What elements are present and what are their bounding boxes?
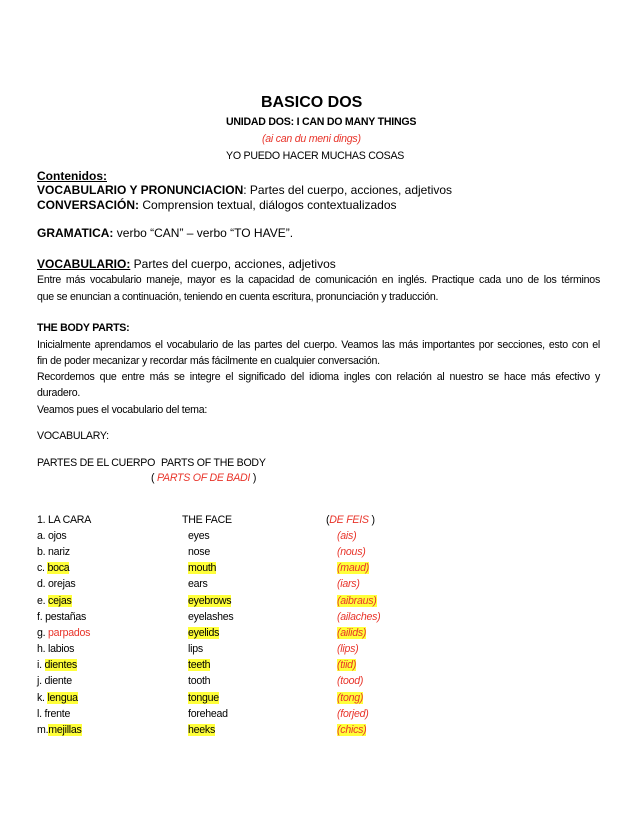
item-prefix: a.	[37, 530, 49, 542]
pronunciation	[337, 724, 366, 736]
pronunciation	[337, 675, 363, 687]
table-row	[37, 643, 617, 657]
english-term	[188, 530, 209, 542]
english-word: teeth	[188, 659, 211, 672]
english-term	[188, 611, 233, 623]
english-term	[188, 627, 219, 639]
table-row	[37, 595, 617, 609]
item-prefix: g.	[37, 626, 49, 639]
english-term	[188, 724, 215, 736]
item-prefix: m.	[37, 723, 49, 736]
face-header-pron-open: (	[326, 514, 330, 526]
english-word: eyes	[188, 530, 210, 542]
spanish-word: frente	[44, 707, 71, 720]
pronunciation	[337, 627, 366, 639]
pronunciation-text: (tiid)	[337, 659, 357, 672]
unit-line: UNIDAD DOS: I CAN DO MANY THINGS	[226, 116, 417, 128]
body-parts-line-5: Veamos pues el vocabulario del tema:	[37, 404, 208, 416]
vocabulario-heading	[37, 257, 336, 271]
vocabulario-para-line-1: Entre más vocabulario maneje, mayor es la capacidad de comunicación en inglés. Practique cada uno de los términos	[37, 274, 600, 286]
contents-vocab	[37, 183, 452, 197]
pronunciation	[337, 643, 358, 655]
english-word: lips	[188, 643, 203, 656]
spanish-word: labios	[48, 643, 75, 656]
contents-grammar	[37, 226, 293, 240]
pronunciation-text: (forjed)	[337, 707, 369, 720]
spanish-term	[37, 659, 77, 671]
english-word: forehead	[188, 707, 228, 720]
contents-grammar-label: GRAMATICA:	[37, 226, 114, 240]
body-parts-heading: THE BODY PARTS:	[37, 322, 130, 334]
spanish-term	[37, 675, 72, 687]
spanish-word: ojos	[48, 530, 67, 542]
spanish-word: orejas	[48, 578, 76, 591]
table-row	[37, 659, 617, 673]
item-prefix: k.	[37, 691, 48, 704]
face-table-header	[37, 514, 617, 528]
english-term	[188, 643, 203, 655]
english-term	[188, 675, 210, 687]
pronunciation	[337, 595, 377, 607]
unit-translation: YO PUEDO HACER MUCHAS COSAS	[226, 150, 405, 162]
pronunciation	[337, 692, 363, 704]
table-row	[37, 530, 617, 544]
pronunciation	[337, 546, 366, 558]
pronunciation	[337, 562, 369, 574]
face-header-pron-close: )	[368, 514, 375, 526]
spanish-term	[37, 692, 78, 704]
table-row	[37, 675, 617, 689]
english-word: heeks	[188, 723, 216, 736]
item-prefix: h.	[37, 643, 49, 656]
vocabulario-text: Partes del cuerpo, acciones, adjetivos	[130, 257, 336, 271]
spanish-term	[37, 546, 70, 558]
pronunciation	[337, 659, 356, 671]
pronunciation-text: (nous)	[337, 546, 366, 559]
english-word: tooth	[188, 675, 211, 688]
item-prefix: c.	[37, 562, 48, 575]
item-prefix: e.	[37, 594, 49, 607]
english-term	[188, 659, 210, 671]
vocabulary-label: VOCABULARY:	[37, 430, 109, 442]
english-word: eyebrows	[188, 594, 232, 607]
table-row	[37, 692, 617, 706]
unit-pronunciation: (ai can du meni dings)	[262, 133, 361, 145]
column-pronunciation	[151, 472, 256, 484]
body-parts-line-4: duradero.	[37, 387, 81, 399]
page-title: BASICO DOS	[261, 94, 363, 111]
item-prefix: i.	[37, 659, 45, 672]
body-parts-line-3: Recordemos que entre más se integre el significado del idioma ingles con relación al nuestro se hace más efectivo y	[37, 371, 600, 383]
english-term	[188, 546, 210, 558]
pronunciation	[337, 578, 360, 590]
pron-close-paren: )	[250, 472, 257, 484]
english-word: ears	[188, 578, 208, 591]
pronunciation-text: (ailaches)	[337, 610, 381, 623]
english-term	[188, 692, 219, 704]
spanish-word: nariz	[48, 546, 70, 559]
face-header-pron	[326, 514, 375, 526]
contents-heading: Contenidos:	[37, 169, 107, 183]
column-spanish: PARTES DE EL CUERPO	[37, 457, 156, 469]
english-term	[188, 578, 208, 590]
pronunciation-text: (maud)	[337, 562, 370, 575]
spanish-term	[37, 708, 70, 720]
pronunciation-text: (ais)	[337, 530, 357, 542]
table-row	[37, 611, 617, 625]
contents-conv-text: Comprension textual, diálogos contextualizados	[139, 198, 397, 212]
contents-conv-label: CONVERSACIÓN:	[37, 198, 140, 212]
pronunciation-text: (chics)	[337, 723, 367, 736]
column-english: PARTS OF THE BODY	[161, 457, 266, 469]
spanish-word: boca	[47, 562, 70, 575]
table-row	[37, 724, 617, 738]
column-pronunciation-text: PARTS OF DE BADI	[156, 472, 251, 484]
english-term	[188, 595, 231, 607]
contents-vocab-label: VOCABULARIO Y PRONUNCIACION	[37, 183, 244, 197]
contents-conversation	[37, 198, 397, 212]
spanish-word: parpados	[48, 626, 91, 639]
pronunciation-text: (tood)	[337, 675, 364, 688]
contents-grammar-text: verbo “CAN” – verbo “TO HAVE”.	[113, 226, 294, 240]
spanish-term	[37, 627, 90, 639]
contents-vocab-text: : Partes del cuerpo, acciones, adjetivos	[243, 183, 453, 197]
table-row	[37, 562, 617, 576]
spanish-term	[37, 595, 72, 607]
spanish-word: cejas	[48, 594, 72, 607]
english-word: eyelids	[188, 626, 220, 639]
item-prefix: b.	[37, 546, 49, 559]
table-row	[37, 546, 617, 560]
spanish-term	[37, 562, 69, 574]
english-word: eyelashes	[188, 610, 234, 623]
spanish-word: lengua	[47, 691, 78, 704]
pronunciation-text: (ailids)	[337, 626, 367, 639]
item-prefix: l.	[37, 707, 45, 720]
english-term	[188, 708, 228, 720]
body-parts-line-1: Inicialmente aprendamos el vocabulario de las partes del cuerpo. Veamos las más importantes por secciones, esto con el	[37, 339, 600, 351]
face-header-es: 1. LA CARA	[37, 514, 92, 526]
pronunciation	[337, 530, 356, 542]
spanish-term	[37, 611, 86, 623]
item-prefix: j.	[37, 675, 45, 688]
item-prefix: f.	[37, 610, 46, 623]
spanish-word: pestañas	[45, 610, 87, 623]
table-row	[37, 627, 617, 641]
face-header-en: THE FACE	[182, 514, 232, 526]
table-row	[37, 578, 617, 592]
spanish-word: dientes	[44, 659, 77, 672]
pronunciation-text: (iars)	[337, 578, 360, 591]
spanish-term	[37, 530, 66, 542]
vocabulario-para-line-2: que se enuncian a continuación, teniendo en cuenta escritura, pronunciación y traducción.	[37, 291, 439, 303]
english-word: mouth	[188, 562, 217, 575]
spanish-term	[37, 724, 82, 736]
spanish-word: diente	[44, 675, 72, 688]
pronunciation-text: (aibraus)	[337, 594, 377, 607]
vocabulario-label: VOCABULARIO:	[37, 257, 131, 271]
table-row	[37, 708, 617, 722]
pronunciation-text: (lips)	[337, 643, 359, 656]
item-prefix: d.	[37, 578, 49, 591]
pronunciation-text: (tong)	[337, 691, 364, 704]
spanish-word: mejillas	[48, 723, 82, 736]
pronunciation	[337, 708, 369, 720]
english-word: tongue	[188, 691, 219, 704]
spanish-term	[37, 643, 74, 655]
spanish-term	[37, 578, 75, 590]
english-term	[188, 562, 216, 574]
pronunciation	[337, 611, 380, 623]
body-parts-line-2: fin de poder mecanizar y recordar más fácilmente en cualquier conversación.	[37, 355, 380, 367]
face-header-pron-text: DE FEIS	[329, 514, 369, 526]
pron-open-paren: (	[151, 472, 157, 484]
english-word: nose	[188, 546, 210, 559]
